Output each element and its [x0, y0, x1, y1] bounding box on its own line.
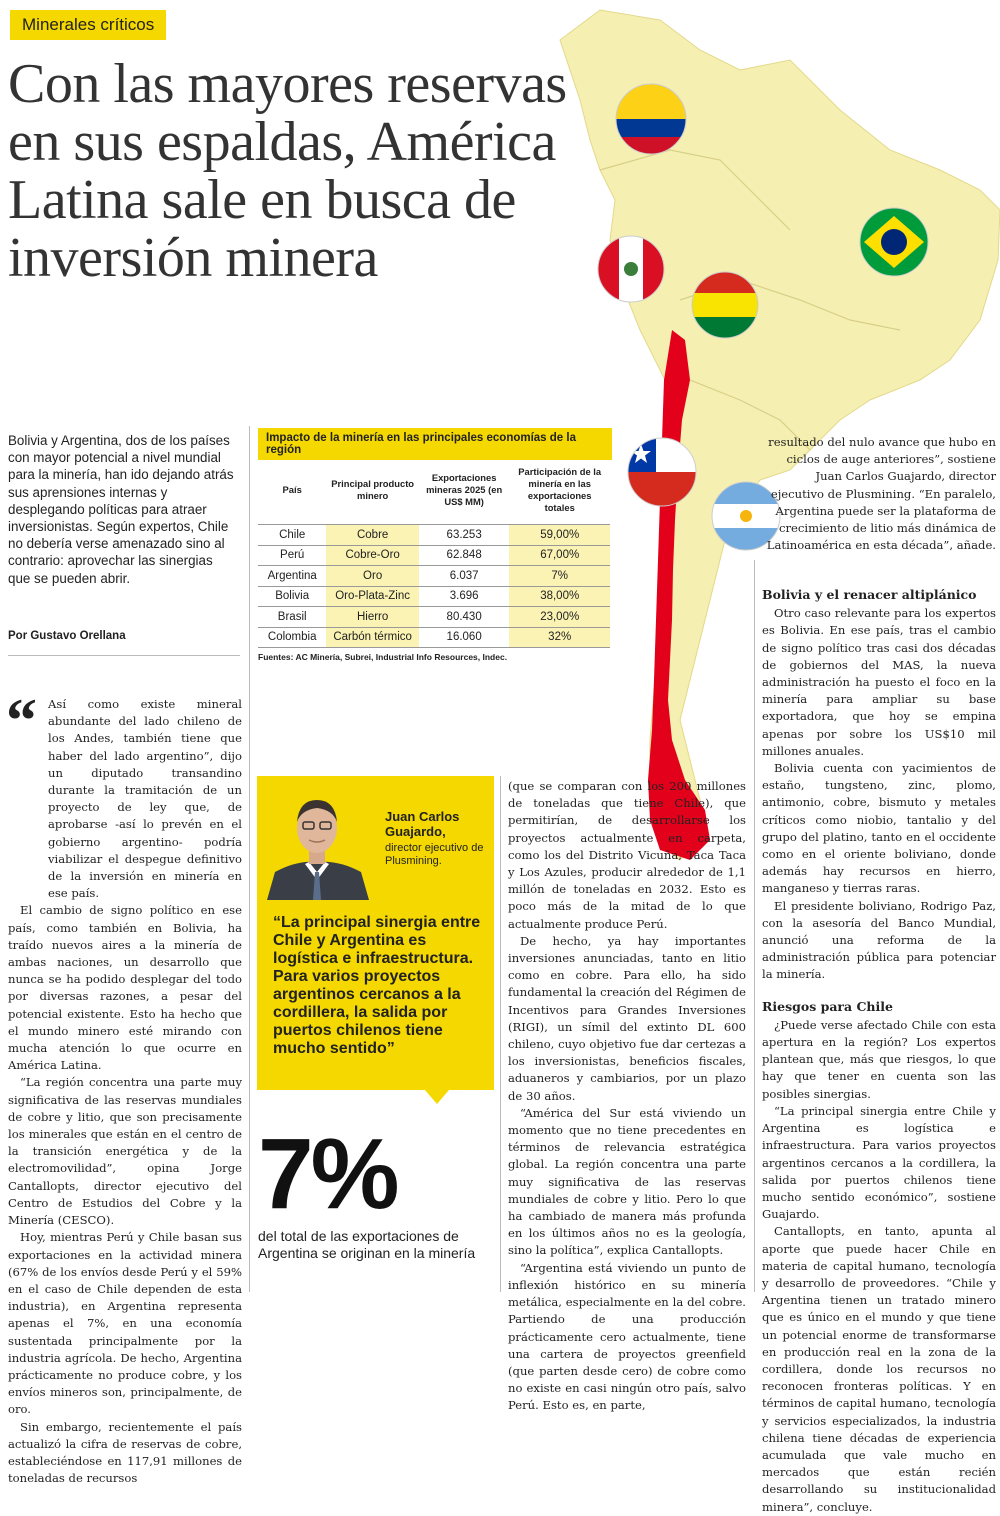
table-cell: Cobre [326, 525, 419, 546]
subheading-riesgos: Riesgos para Chile [762, 998, 893, 1014]
column-divider [754, 560, 755, 1292]
table-cell: 23,00% [509, 607, 610, 628]
article-column-4-top: resultado del nulo avance que hubo en ciclos de auge anteriores”, sostiene Juan Carlos Guajardo, director ejecutivo de Plusmining. “En paralelo, Argentina puede ser la plataforma de crecimiento de litio más dinámica de Latinoamérica en esta década”, añade. [766, 435, 996, 553]
table-header: Participación de la minería en las exportaciones totales [509, 460, 610, 525]
lead-paragraph: Bolivia y Argentina, dos de los países con mayor potencial a nivel mundial para la minería, han ido dejando atrás sus aprensiones internas y desplegando políticas para atraer inversionistas. Según expertos, Chile no debería verse amenazado sino al contrario: aprovechar las sinergias que se pueden abrir. [8, 433, 234, 586]
big-stat-caption: del total de las exportaciones de Argentina se originan en la minería [258, 1228, 476, 1261]
table-row [258, 545, 610, 566]
paragraph: ¿Puede verse afectado Chile con esta apertura en la región? Los expertos plantean que, más que riesgos, lo que hay que tener en cuenta son las posibles sinergias. [762, 1017, 996, 1101]
table-cell: Colombia [258, 627, 326, 648]
paragraph: Sin embargo, recientemente el país actualizó la cifra de reservas de cobre, estableciéndose en 117,91 millones de toneladas de recursos [8, 1419, 242, 1486]
table-header: Principal producto minero [326, 460, 419, 525]
table-cell: Perú [258, 545, 326, 566]
table-row [258, 586, 610, 607]
table-cell: Brasil [258, 607, 326, 628]
table-cell: Chile [258, 525, 326, 546]
column-divider [249, 426, 250, 1292]
guajardo-photo [257, 776, 377, 900]
table-cell: Hierro [326, 607, 419, 628]
paragraph: Así como existe mineral abundante del lado chileno de los Andes, también tiene que haber del lado argentino”, dijo un diputado transandino durante la tramitación de un proyecto de ley que, de aprobarse -así lo prevén en el gobierno argentino- podría viabilizar el despegue definitivo de la inversión en minería en ese país. [48, 697, 242, 901]
bolivia-flag [690, 270, 760, 340]
column-divider [500, 776, 501, 1292]
paragraph: Cantallopts, en tanto, apunta al aporte que puede hacer Chile en materia de capital humano, tecnología y desarrollo de proveedores. “Chile y Argentina tienen un tratado minero que es único en el mundo y que tiene un potencial enorme de transformarse en producción real en la zona de la cordillera, donde los recursos no reconocen fronteras políticas. Y en términos de capital humano, tecnología y servicios especializados, la industria chilena tiene décadas de experiencia acumulada que vale mucho en mercados que están recién desarrollando su institucionalidad minera”, concluye. [762, 1224, 996, 1514]
pull-quote-box [257, 776, 494, 1090]
table-row [258, 607, 610, 628]
source-name: Juan Carlos Guajardo, [385, 809, 460, 839]
page-title: Con las mayores reservas en sus espaldas, América Latina sale en busca de inversión minera [8, 53, 567, 289]
paragraph: (que se comparan con los 200 millones de toneladas que tiene Chile), que permitirían, de desarrollarse los proyectos actualmente en carpeta, como los del Distrito Vicuña, Taca Taca y Los Azules, producir alrededor de 1,1 millón de toneladas en 2032. Esto es poco más de la mitad de lo que actualmente produce Perú. [508, 779, 746, 931]
paragraph: “América del Sur está viviendo un momento que no tiene precedentes en términos de relevancia estratégica global. La región concentra una parte muy significativa de las reservas mundiales de cobre y litio. Pero lo que ha cambiado de manera más profunda en los últimos años no es la geología, sino la política”, explica Cantallopts. [508, 1105, 746, 1258]
paragraph: “Argentina está viviendo un punto de inflexión histórico en su minería metálica, especialmente en la del cobre. Partiendo de una producción prácticamente cero actualmente, tiene una cartera de proyectos greenfield (que parten desde cero) de cobre como no existe en casi ningún otro país, salvo Perú. Esto es, en parte, [508, 1260, 746, 1413]
paragraph: El presidente boliviano, Rodrigo Paz, con la asesoría del Banco Mundial, anunció una reforma de la administración pública para potenciar la minería. [762, 898, 996, 982]
section-tag: Minerales críticos [10, 10, 166, 40]
table-cell: 67,00% [509, 545, 610, 566]
table-cell: Argentina [258, 566, 326, 587]
table-header: País [258, 460, 326, 525]
article-column-1 [8, 696, 242, 1487]
colombia-flag [614, 82, 688, 156]
pull-quote-text: “La principal sinergia entre Chile y Argentina es logística e infraestructura. Para varios proyectos argentinos cercanos a la cordillera, la salida por puertos chilenos tiene mucho sentido” [273, 914, 481, 1057]
brazil-flag [858, 206, 930, 278]
table-source: Fuentes: AC Minería, Subrei, Industrial Info Resources, Indec. [258, 652, 508, 662]
paragraph: “La región concentra una parte muy significativa de las reservas mundiales de cobre y litio, que son precisamente los minerales que están en el centro de la transición energética y de la electromovilidad”, opina Jorge Cantallopts, director ejecutivo del Centro de Estudios del Cobre y la Minería (CESCO). [8, 1075, 242, 1228]
table-cell: 59,00% [509, 525, 610, 546]
table-cell: Oro-Plata-Zinc [326, 586, 419, 607]
paragraph: De hecho, ya hay importantes inversiones anunciadas, tanto en litio como en cobre. Para ello, ha sido fundamental la creación del Régimen de Incentivos para Grandes Inversiones (RIGI), un símil del extinto DL 600 chileno, cuyo objetivo fue dar certezas a los inversionistas, beneficios fiscales, aduaneros y cambiarios, por un plazo de 30 años. [508, 933, 746, 1103]
table-cell: 32% [509, 627, 610, 648]
table-cell: Bolivia [258, 586, 326, 607]
quote-pointer [425, 1090, 449, 1104]
article-column-3 [508, 778, 746, 1415]
table-cell: 16.060 [419, 627, 510, 648]
table-cell: 80.430 [419, 607, 510, 628]
paragraph: Hoy, mientras Perú y Chile basan sus exportaciones en la actividad minera (67% de los envíos desde Perú y el 59% en el caso de Chile dependen de esta industria), en Argentina representa apenas el 7%, en una economía sustentada principalmente por la industria agrícola. De hecho, Argentina prácticamente no produce cobre, y los envíos mineros son, principalmente, de oro. [8, 1230, 242, 1417]
opening-quote-mark: “ [6, 687, 37, 755]
data-table [258, 460, 610, 648]
table-cell: 3.696 [419, 586, 510, 607]
table-row [258, 566, 610, 587]
table-title: Impacto de la minería en las principales economías de la región [258, 428, 612, 460]
table-row [258, 627, 610, 648]
table-cell: 6.037 [419, 566, 510, 587]
chile-flag [626, 436, 698, 508]
table-row [258, 525, 610, 546]
paragraph: “La principal sinergia entre Chile y Argentina es logística e infraestructura. Para varios proyectos argentinos cercanos a la cordillera, la salida por puertos chilenos tiene mucho sentido económico”, sostiene Guajardo. [762, 1103, 996, 1222]
mining-impact-table [258, 428, 612, 662]
paragraph: Otro caso relevante para los expertos es Bolivia. En ese país, tras el cambio de signo político tras casi dos décadas de gobiernos del MAS, la nueva administración ha puesto el foco en la minería para ampliar su base exportadora, que hoy se empina apenas por sobre los US$10 mil millones anuales. [762, 606, 996, 758]
table-cell: Cobre-Oro [326, 545, 419, 566]
big-stat-value: 7% [258, 1118, 397, 1230]
paragraph: Bolivia cuenta con yacimientos de estaño, tungsteno, zinc, plomo, antimonio, cobre, bismuto y metales críticos como niobio, tantalio y del grupo del platino, tanto en el occidente como en el oriente boliviano, donde además hay recursos en hierro, manganeso y tierras raras. [762, 761, 996, 896]
table-cell: Oro [326, 566, 419, 587]
source-role: director ejecutivo de Plusmining. [385, 842, 484, 867]
subheading-bolivia: Bolivia y el renacer altiplánico [762, 587, 977, 602]
paragraph: El cambio de signo político en ese país, como también en Bolivia, ha traído nuevos aires a la minería de ambas naciones, un desarrollo que nunca se ha podido desplegar del todo por diversas razones, a pesar del potencial existente. Esto ha hecho que el mundo minero esté mirando con mucha atención lo que ocurre en América Latina. [8, 903, 242, 1073]
table-cell: 62.848 [419, 545, 510, 566]
table-cell: 7% [509, 566, 610, 587]
table-cell: 63.253 [419, 525, 510, 546]
byline: Por Gustavo Orellana [8, 630, 126, 642]
table-header: Exportaciones mineras 2025 (en US$ MM) [419, 460, 510, 525]
table-header-row [258, 460, 610, 525]
divider [8, 655, 240, 656]
table-cell: 38,00% [509, 586, 610, 607]
table-cell: Carbón térmico [326, 627, 419, 648]
article-column-4 [762, 578, 996, 1516]
